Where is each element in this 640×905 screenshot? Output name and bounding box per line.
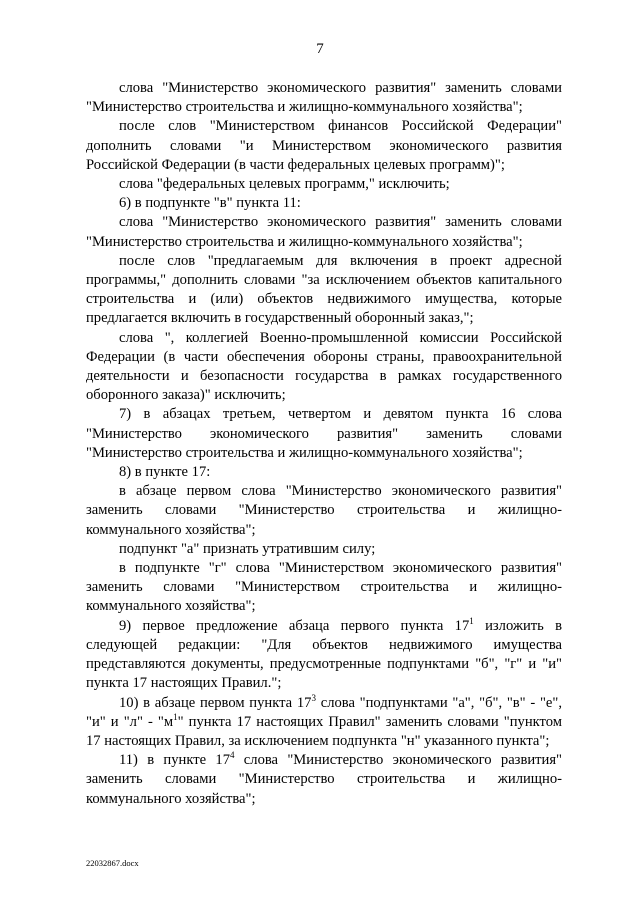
page-number: 7 <box>316 41 324 57</box>
superscript: 3 <box>311 692 316 703</box>
paragraph-text: слова "Министерство экономического развития" заменить словами "Министерство строительства и жилищно-коммунального хозяйства"; <box>86 752 562 807</box>
paragraph: после слов "Министерством финансов Российской Федерации" дополнить словами "и Министерством экономического развития Российской Федерации (в части федеральных целевых программ)"; <box>86 118 562 173</box>
paragraph-text: 9) первое предложение абзаца первого пункта 17 <box>119 617 470 634</box>
paragraph: 8) в пункте 17: <box>119 464 211 481</box>
paragraph-text: " пункта 17 настоящих Правил" заменить словами "пунктом 17 настоящих Правил, за исключением подпункта "н" указанного пункта"; <box>86 713 562 749</box>
paragraph: 6) в подпункте "в" пункта 11: <box>119 195 301 212</box>
footer-filename: 22032867.docx <box>86 858 139 868</box>
paragraph-text: слова "подпунктами "а", "б", "в" - "е", "и" и "л" - "м <box>86 694 562 730</box>
paragraph-11 <box>86 751 562 809</box>
superscript: 4 <box>230 750 235 761</box>
paragraph: слова ", коллегией Военно-промышленной комиссии Российской Федерации (в части обеспечения обороны страны, правоохранительной деятельности и безопасности государства в рамках государственного оборонного заказа)" исключить; <box>86 329 562 404</box>
paragraph-9 <box>86 617 562 694</box>
paragraph-text: 11) в пункте 17 <box>119 752 230 769</box>
paragraph-text: изложить в следующей редакции: "Для объектов недвижимого имущества представляются документы, предусмотренные подпунктами "б", "г" и "и" пункта 17 настоящих Правил."; <box>86 617 562 692</box>
document-body <box>86 79 562 809</box>
paragraph: в абзаце первом слова "Министерство экономического развития" заменить словами "Министерство строительства и жилищно-коммунального хозяйства"; <box>86 483 562 538</box>
paragraph: в подпункте "г" слова "Министерством экономического развития" заменить словами "Министерством строительства и жилищно-коммунального хозяйства"; <box>86 560 562 615</box>
paragraph: 7) в абзацах третьем, четвертом и девятом пункта 16 слова "Министерство экономического развития" заменить словами "Министерство строительства и жилищно-коммунального хозяйства"; <box>86 406 562 461</box>
superscript: 1 <box>173 711 178 722</box>
paragraph: подпункт "а" признать утратившим силу; <box>119 540 376 557</box>
paragraph: после слов "предлагаемым для включения в проект адресной программы," дополнить словами "за исключением объектов капитального строительства и (или) объектов недвижимого имущества, которые предлагается включить в государственный оборонный заказ,"; <box>86 252 562 327</box>
paragraph-text: 10) в абзаце первом пункта 17 <box>119 694 312 711</box>
superscript: 1 <box>469 615 474 626</box>
paragraph: слова "Министерство экономического развития" заменить словами "Министерство строительства и жилищно-коммунального хозяйства"; <box>86 214 562 250</box>
paragraph-10 <box>86 694 562 752</box>
paragraph: слова "федеральных целевых программ," исключить; <box>119 176 450 193</box>
paragraph: слова "Министерство экономического развития" заменить словами "Министерство строительства и жилищно-коммунального хозяйства"; <box>86 80 562 116</box>
